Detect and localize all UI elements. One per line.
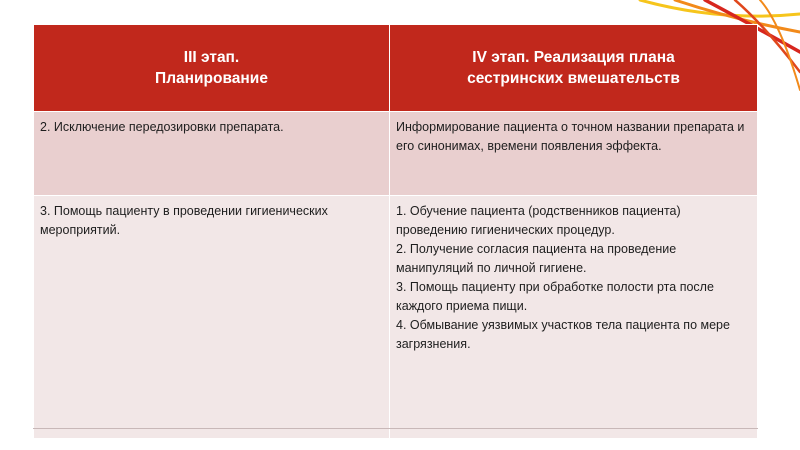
cell-planning: 3. Помощь пациенту в проведении гигиенических мероприятий. [34,196,390,439]
implementation-step: 1. Обучение пациента (родственников пациента) проведению гигиенических процедур. [396,204,681,237]
implementation-step: Информирование пациента о точном названии препарата и его синонимах, времени появления эффекта. [396,120,745,153]
implementation-step: 2. Получение согласия пациента на проведение манипуляций по личной гигиене. [396,242,677,275]
header-implementation: IV этап. Реализация плана сестринских вмешательств [390,25,758,112]
implementation-step: 4. Обмывание уязвимых участков тела пациента по мере загрязнения. [396,318,730,351]
nursing-process-table [33,24,758,439]
cell-planning: 2. Исключение передозировки препарата. [34,112,390,196]
implementation-step: 3. Помощь пациенту при обработке полости рта после каждого приема пищи. [396,280,714,313]
header-planning: III этап. Планирование [34,25,390,112]
table-header-row [34,25,758,112]
table-row [34,112,758,196]
cell-implementation [390,112,758,196]
table-row [34,196,758,439]
table-bottom-border [33,428,758,429]
cell-implementation [390,196,758,439]
